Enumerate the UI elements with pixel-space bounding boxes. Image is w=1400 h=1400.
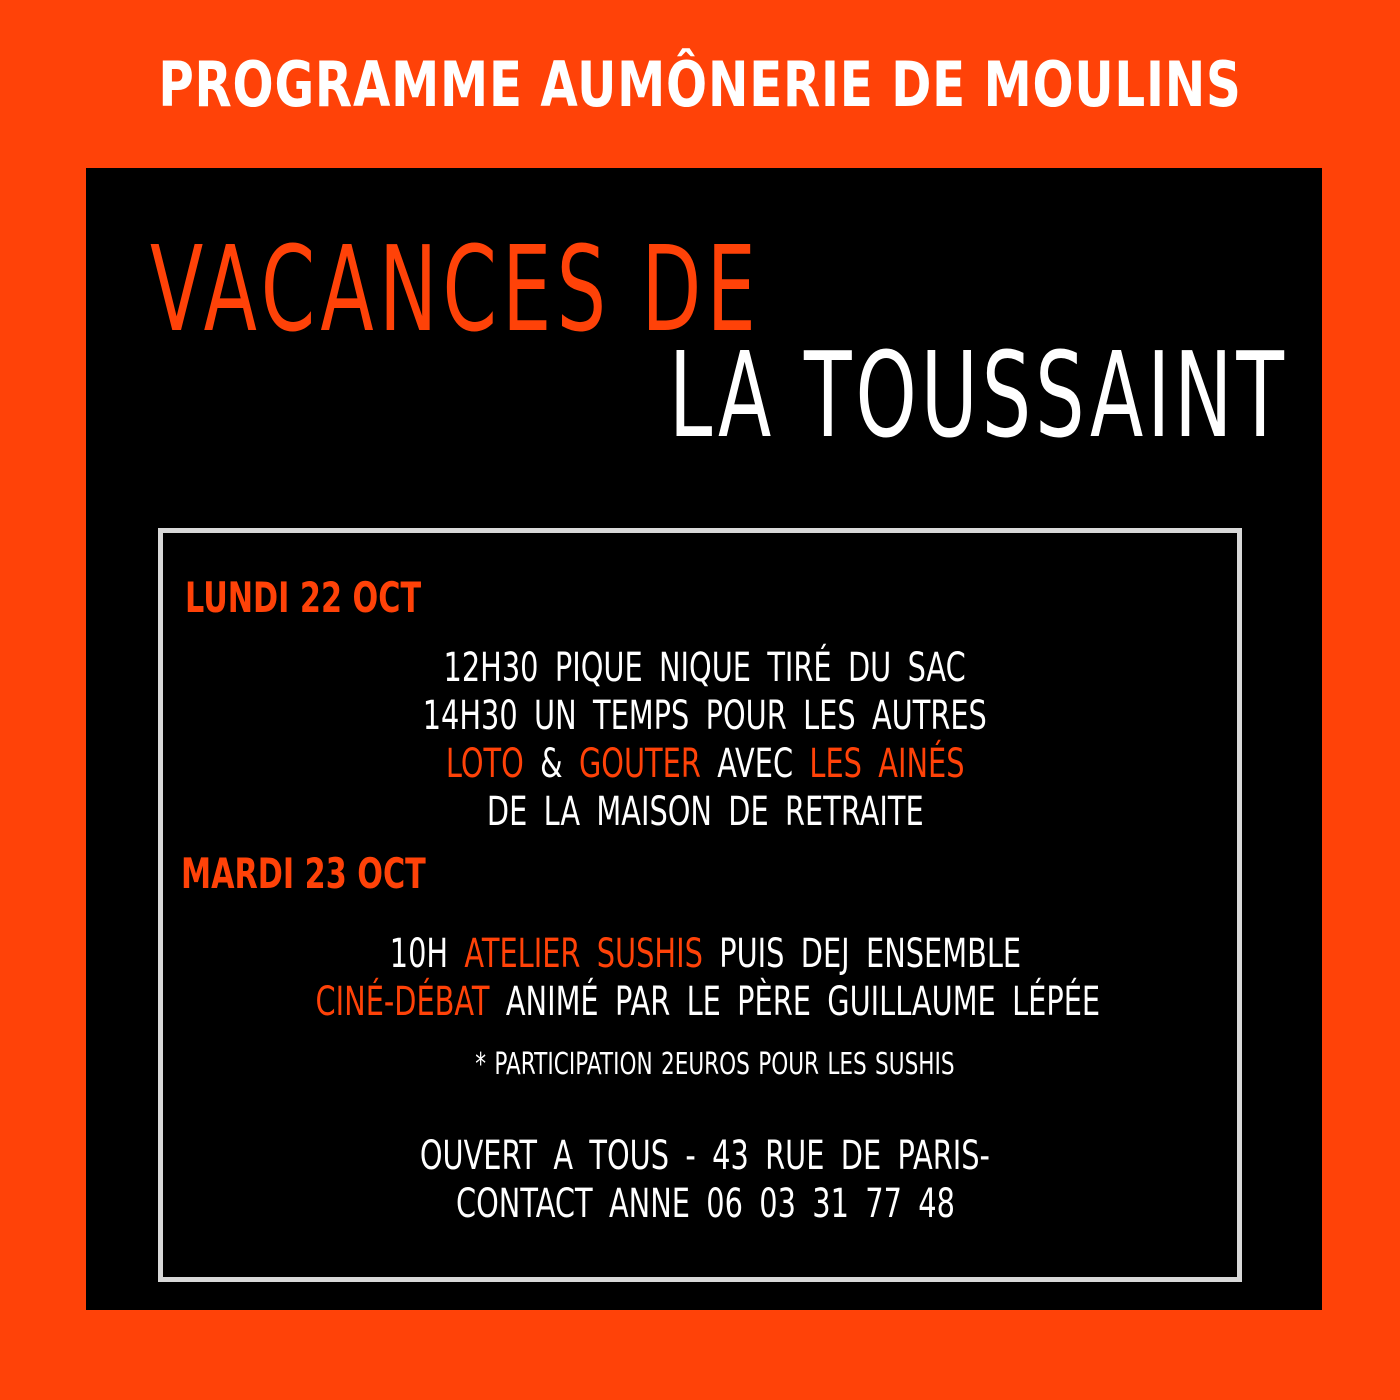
- heading-line-1: VACANCES DE: [150, 220, 762, 358]
- atelier-sushis-text: ATELIER SUSHIS: [464, 931, 703, 977]
- schedule-frame: [158, 528, 1242, 1282]
- tuesday-line-2: CINÉ-DÉBAT ANIMÉ PAR LE PÈRE GUILLAUME LÉPÉE: [315, 979, 1101, 1025]
- footer-line-2: CONTACT ANNE 06 03 31 77 48: [455, 1181, 955, 1227]
- participation-note: * PARTICIPATION 2EUROS POUR LES SUSHIS: [475, 1047, 955, 1082]
- tuesday-line-1: 10H ATELIER SUSHIS PUIS DEJ ENSEMBLE: [389, 931, 1021, 977]
- footer-line-1: OUVERT A TOUS - 43 RUE DE PARIS-: [419, 1133, 991, 1179]
- gouter-text: GOUTER: [578, 741, 701, 787]
- tuesday-date: MARDI 23 OCT: [181, 849, 426, 898]
- monday-line-4: DE LA MAISON DE RETRAITE: [486, 789, 924, 835]
- monday-line-3: LOTO & GOUTER AVEC LES AINÉS: [445, 741, 965, 787]
- monday-date: LUNDI 22 OCT: [185, 573, 422, 622]
- monday-line-1: 12H30 PIQUE NIQUE TIRÉ DU SAC: [443, 645, 967, 691]
- poster-header-title: PROGRAMME AUMÔNERIE DE MOULINS: [158, 48, 1242, 121]
- monday-line-2: 14H30 UN TEMPS POUR LES AUTRES: [422, 693, 988, 739]
- cine-debat-text: CINÉ-DÉBAT: [315, 979, 490, 1025]
- heading-line-2: LA TOUSSAINT: [669, 326, 1288, 464]
- loto-text: LOTO: [445, 741, 524, 787]
- black-panel: [86, 168, 1322, 1310]
- aines-text: LES AINÉS: [809, 741, 965, 787]
